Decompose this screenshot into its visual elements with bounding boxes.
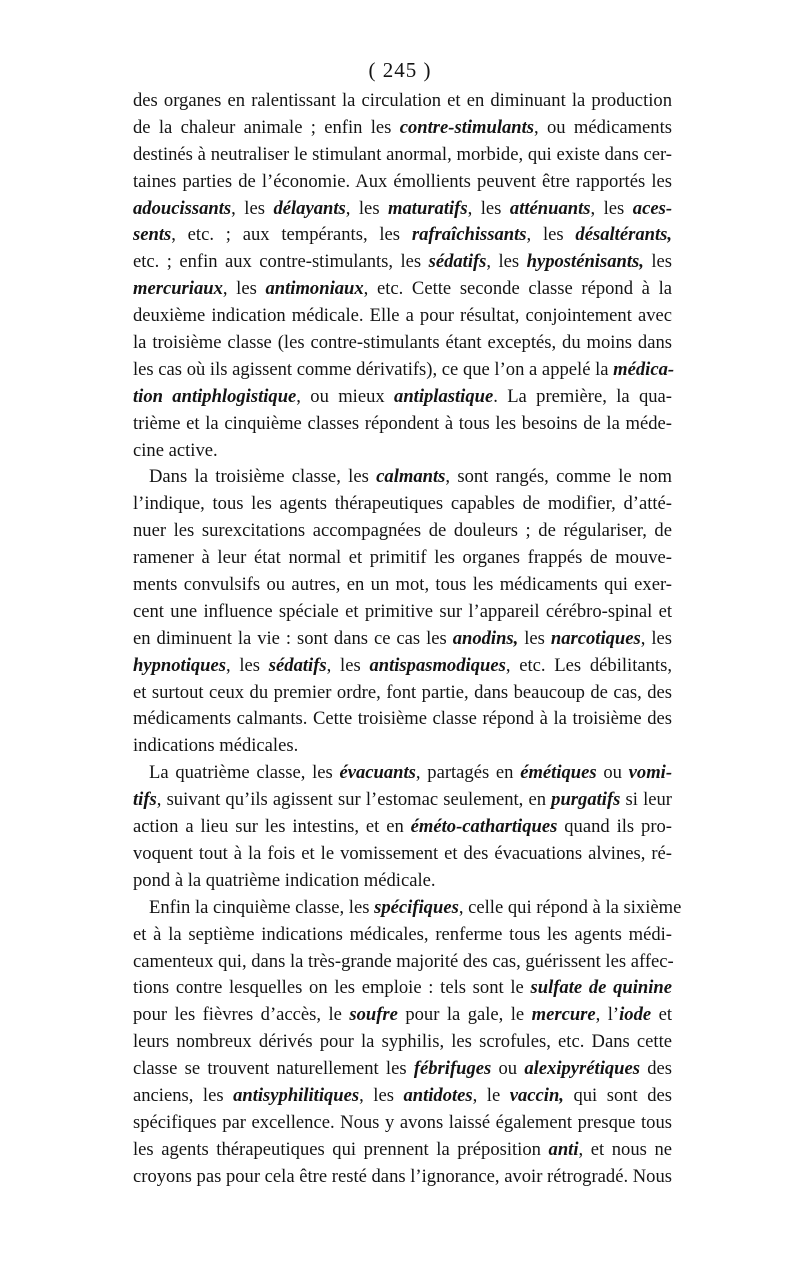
text-line <box>133 841 672 868</box>
text-run: tions contre lesquelles on les emploie : tels sont le <box>133 977 531 999</box>
text-run: indications médicales. <box>133 735 299 757</box>
text-run: et à la septième indications médicales, renferme tous les agents médi- <box>133 923 672 945</box>
emphasized-term: antispasmodiques <box>369 654 506 676</box>
text-run: l’indique, tous les agents thérapeutiques capables de modifier, d’atté- <box>133 493 672 515</box>
text-run: des <box>640 1058 673 1080</box>
text-run: et surtout ceux du premier ordre, font partie, dans beaucoup de cas, des <box>133 681 672 703</box>
emphasized-term: purgatifs <box>551 789 621 811</box>
text-line <box>133 464 672 491</box>
text-line <box>133 895 682 922</box>
text-line <box>133 357 675 384</box>
text-line <box>133 922 672 949</box>
text-run: , les <box>467 197 510 219</box>
emphasized-term: éméto-cathartiques <box>410 816 558 838</box>
emphasized-term: adoucissants <box>133 197 232 219</box>
emphasized-term: désaltérants, <box>575 224 673 246</box>
emphasized-term: fébrifuges <box>413 1058 492 1080</box>
text-run: voquent tout à la fois et le vomissement et des évacuations alvines, ré- <box>133 842 672 864</box>
emphasized-term: narcotiques <box>550 627 641 649</box>
emphasized-term: antiplastique <box>394 385 494 407</box>
text-run: Dans la troisième classe, les <box>149 466 377 488</box>
text-run: anciens, les <box>133 1084 234 1106</box>
text-run: médicaments calmants. Cette troisième classe répond à la troisième des <box>133 708 672 730</box>
text-run: cent une influence spéciale et primitive sur l’appareil cérébro-spinal et <box>133 600 672 622</box>
text-run: en diminuent la vie : sont dans ce cas les <box>133 627 453 649</box>
emphasized-term: sulfate de quinine <box>530 977 673 999</box>
text-line <box>133 276 672 303</box>
emphasized-term: tifs <box>133 789 157 811</box>
text-run: , partagés en <box>415 762 521 784</box>
emphasized-term: aces- <box>632 197 673 219</box>
emphasized-term: vaccin, <box>509 1084 564 1106</box>
text-run: , celle qui répond à la sixième <box>458 896 682 918</box>
emphasized-term: calmants <box>376 466 446 488</box>
text-line <box>133 975 672 1002</box>
text-line <box>133 868 672 895</box>
emphasized-term: contre-stimulants <box>399 116 535 138</box>
text-run: , les <box>526 224 576 246</box>
text-run: deuxième indication médicale. Elle a pour résultat, conjointement avec <box>133 305 672 327</box>
text-run: Enfin la cinquième classe, les <box>149 896 375 918</box>
text-line <box>133 706 672 733</box>
text-run: , les <box>590 197 633 219</box>
emphasized-term: sents <box>133 224 172 246</box>
text-run: , les <box>345 197 389 219</box>
emphasized-term: émétiques <box>520 762 597 784</box>
text-line <box>133 491 672 518</box>
emphasized-term: antisyphilitiques <box>233 1084 360 1106</box>
emphasized-term: antimoniaux <box>265 278 364 300</box>
text-run: , les <box>231 197 274 219</box>
text-run: taines parties de l’économie. Aux émollients peuvent être rapportés les <box>133 170 672 192</box>
text-line <box>133 303 672 330</box>
text-run: , et nous ne <box>578 1138 672 1160</box>
text-run: pour la gale, le <box>397 1004 532 1026</box>
text-line <box>133 680 672 707</box>
text-line <box>133 88 672 115</box>
text-line <box>133 787 672 814</box>
text-run: destinés à neutraliser le stimulant anormal, morbide, qui existe dans cer- <box>133 143 672 165</box>
emphasized-term: vomi- <box>628 762 673 784</box>
text-line <box>133 545 672 572</box>
text-run: . La première, la qua- <box>493 385 672 407</box>
text-run: leurs nombreux dérivés pour la syphilis, les scrofules, etc. Dans cette <box>133 1031 672 1053</box>
text-run: la troisième classe (les contre-stimulants étant exceptés, du moins dans <box>133 332 672 354</box>
text-line <box>133 222 672 249</box>
text-line <box>133 1002 672 1029</box>
text-run: action a lieu sur les intestins, et en <box>133 816 411 838</box>
text-run: nuer les surexcitations accompagnées de douleurs ; de régulariser, de <box>133 520 672 542</box>
emphasized-term: maturatifs <box>388 197 468 219</box>
text-run: croyons pas pour cela être resté dans l’ignorance, avoir rétrogradé. Nous <box>133 1165 673 1187</box>
emphasized-term: anodins, <box>452 627 519 649</box>
emphasized-term: tion antiphlogistique <box>133 385 297 407</box>
text-run: etc. ; enfin aux contre-stimulants, les <box>133 251 429 273</box>
text-run: de la chaleur animale ; enfin les <box>133 116 400 138</box>
text-line <box>133 814 672 841</box>
text-run: , ou médicaments <box>534 116 673 138</box>
text-run: camenteux qui, dans la très-grande majorité des cas, guérissent les affec- <box>133 950 674 972</box>
text-run: ramener à leur état normal et primitif les organes frappés de mouve- <box>133 547 672 569</box>
text-run: , les <box>486 251 527 273</box>
text-line <box>133 599 672 626</box>
text-run: ou <box>491 1058 525 1080</box>
text-run: classe se trouvent naturellement les <box>133 1058 414 1080</box>
text-run: , les <box>640 627 672 649</box>
emphasized-term: anti <box>548 1138 579 1160</box>
text-run: La quatrième classe, les <box>149 762 340 784</box>
text-run: si leur <box>620 789 672 811</box>
text-line <box>133 1164 672 1191</box>
text-line <box>133 626 672 653</box>
text-run: , les <box>222 278 266 300</box>
text-line <box>133 330 672 357</box>
text-line <box>133 142 672 169</box>
text-run: , etc. ; aux tempérants, les <box>171 224 412 246</box>
text-run: , ou mieux <box>296 385 395 407</box>
text-line <box>133 1056 672 1083</box>
text-line <box>133 518 672 545</box>
emphasized-term: mercure <box>531 1004 596 1026</box>
text-line <box>133 249 672 276</box>
emphasized-term: délayants <box>273 197 346 219</box>
text-run: trième et la cinquième classes répondent à tous les besoins de la méde- <box>133 412 672 434</box>
text-run: les agents thérapeutiques qui prennent la préposition <box>133 1138 549 1160</box>
text-run: quand ils pro- <box>557 816 672 838</box>
text-run: les <box>643 251 672 273</box>
emphasized-term: médica- <box>613 358 675 380</box>
text-line <box>133 384 672 411</box>
text-line <box>133 1110 672 1137</box>
text-run: et <box>651 1004 672 1026</box>
emphasized-term: mercuriaux <box>133 278 223 300</box>
emphasized-term: évacuants <box>339 762 416 784</box>
text-run: , les <box>226 654 269 676</box>
text-line <box>133 1137 672 1164</box>
text-run: , l’ <box>595 1004 620 1026</box>
emphasized-term: soufre <box>349 1004 398 1026</box>
text-run: , etc. Les débilitants, <box>505 654 672 676</box>
text-line <box>133 949 672 976</box>
emphasized-term: sédatifs <box>268 654 327 676</box>
text-line <box>133 438 672 465</box>
text-line <box>133 1029 672 1056</box>
emphasized-term: rafraîchissants <box>411 224 527 246</box>
emphasized-term: alexipyrétiques <box>524 1058 640 1080</box>
text-run: spécifiques par excellence. Nous y avons laissé également presque tous <box>133 1111 672 1133</box>
emphasized-term: spécifiques <box>374 896 459 918</box>
text-body <box>133 88 682 1191</box>
emphasized-term: iode <box>619 1004 652 1026</box>
page-number: ( 245 ) <box>368 58 432 82</box>
text-run: , les <box>326 654 370 676</box>
text-line <box>133 411 672 438</box>
text-line <box>133 653 672 680</box>
text-line <box>133 169 672 196</box>
text-line <box>133 760 672 787</box>
text-line <box>133 733 672 760</box>
text-run: pour les fièvres d’accès, le <box>133 1004 350 1026</box>
text-line <box>133 572 672 599</box>
emphasized-term: atténuants <box>509 197 591 219</box>
text-run: cine active. <box>133 439 218 461</box>
emphasized-term: antidotes <box>403 1084 473 1106</box>
text-run: , les <box>359 1084 404 1106</box>
text-run: , etc. Cette seconde classe répond à la <box>363 278 672 300</box>
text-run: les <box>518 627 551 649</box>
text-run: , sont rangés, comme le nom <box>445 466 672 488</box>
text-run: , suivant qu’ils agissent sur l’estomac seulement, en <box>156 789 552 811</box>
text-line <box>133 1083 672 1110</box>
text-line <box>133 196 672 223</box>
text-run: , le <box>472 1084 510 1106</box>
text-run: pond à la quatrième indication médicale. <box>133 869 436 891</box>
emphasized-term: hyposténisants, <box>526 251 644 273</box>
emphasized-term: hypnotiques <box>133 654 226 676</box>
text-run: des organes en ralentissant la circulation et en diminuant la production <box>133 90 672 111</box>
text-run: ou <box>596 762 629 784</box>
text-run: qui sont des <box>563 1084 672 1106</box>
text-run: les cas où ils agissent comme dérivatifs), ce que l’on a appelé la <box>133 358 614 380</box>
text-line <box>133 115 672 142</box>
text-run: ments convulsifs ou autres, en un mot, tous les médicaments qui exer- <box>133 574 672 596</box>
emphasized-term: sédatifs <box>428 251 487 273</box>
